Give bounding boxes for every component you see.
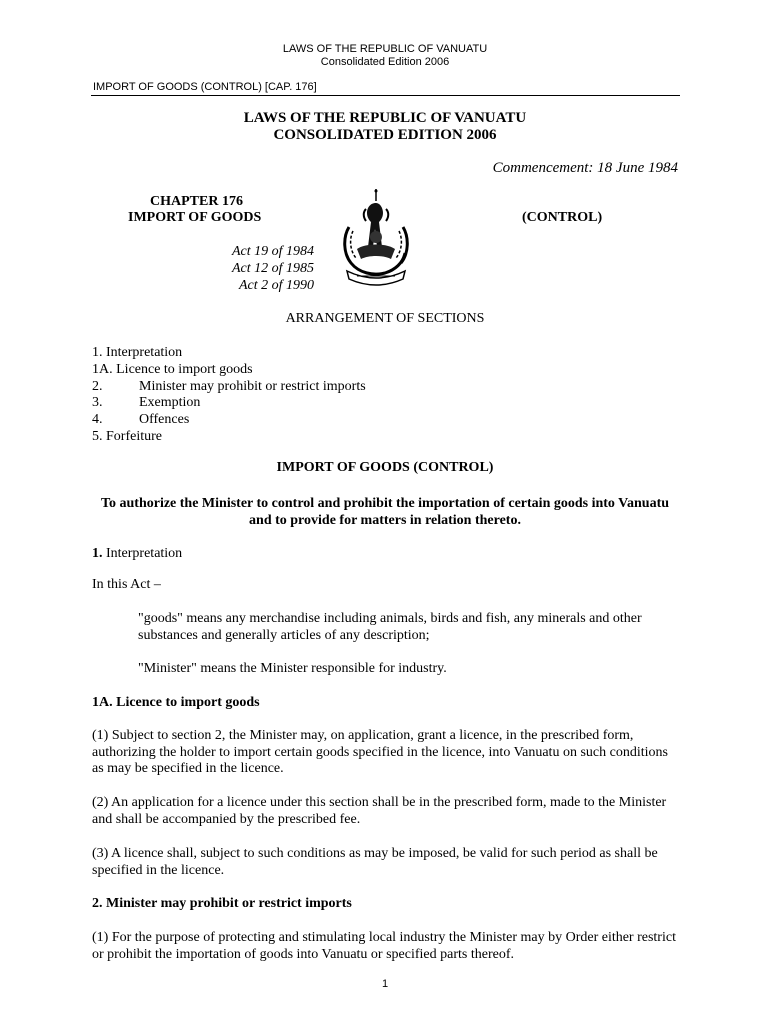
act-reference: Act 12 of 1985 xyxy=(231,261,314,276)
definition-minister: "Minister" means the Minister responsible for industry. xyxy=(138,661,447,676)
section-1a-paragraph-2: (2) An application for a licence under this section shall be in the prescribed form, made to the Minister and shall be accompanied by the prescribed fee. xyxy=(92,795,667,827)
section-1-title: Interpretation xyxy=(106,546,183,561)
toc-number: 2. xyxy=(92,378,103,394)
header-line-1: LAWS OF THE REPUBLIC OF VANUATU xyxy=(282,43,488,55)
document-title-line-2: CONSOLIDATED EDITION 2006 xyxy=(273,127,497,143)
act-reference: Act 2 of 1990 xyxy=(238,278,314,293)
toc-number: 1A. xyxy=(92,361,117,377)
toc-number: 3. xyxy=(92,395,103,411)
toc-title: Licence to import goods xyxy=(116,361,253,377)
toc-title: Exemption xyxy=(139,395,201,411)
act-title: IMPORT OF GOODS (CONTROL) xyxy=(276,460,494,475)
toc-item[interactable] xyxy=(92,429,366,446)
toc-item[interactable] xyxy=(92,395,366,412)
table-of-contents xyxy=(92,345,366,446)
section-2-paragraph-1: (1) For the purpose of protecting and stimulating local industry the Minister may by Order either restrict or prohibit the importation of goods into Vanuatu or specified parts thereof. xyxy=(92,930,676,962)
toc-item[interactable] xyxy=(92,379,366,396)
chapter-number: CHAPTER 176 xyxy=(150,194,243,209)
toc-number: 5. xyxy=(92,428,106,444)
toc-item[interactable] xyxy=(92,345,366,362)
document-title-line-1: LAWS OF THE REPUBLIC OF VANUATU xyxy=(243,110,527,126)
act-purpose: To authorize the Minister to control and prohibit the importation of certain goods into Vanuatu and to provide for matters in relation thereto. xyxy=(100,496,670,528)
toc-title: Interpretation xyxy=(106,345,183,360)
header-rule xyxy=(91,95,680,96)
page-number: 1 xyxy=(381,978,389,990)
section-2-heading: 2. Minister may prohibit or restrict imports xyxy=(92,896,352,911)
section-1a-paragraph-1: (1) Subject to section 2, the Minister may, on application, grant a licence, in the prescribed form, authorizing the holder to import certain goods specified in the licence, into Vanuatu on such conditions as may be specified in the licence. xyxy=(92,728,668,777)
chapter-name: IMPORT OF GOODS xyxy=(128,210,262,225)
section-1-number: 1. xyxy=(92,546,103,561)
toc-title: Offences xyxy=(139,412,190,428)
toc-number: 4. xyxy=(92,412,103,428)
chapter-suffix: (CONTROL) xyxy=(522,210,603,225)
toc-number: 1. xyxy=(92,345,106,360)
toc-item[interactable] xyxy=(92,362,366,379)
section-1-heading xyxy=(92,546,678,563)
section-1a-paragraph-3: (3) A licence shall, subject to such conditions as may be imposed, be valid for such period as shall be specified in the licence. xyxy=(92,846,658,878)
section-1-intro: In this Act – xyxy=(92,577,161,592)
vanuatu-coat-of-arms-icon xyxy=(335,187,417,287)
act-reference: Act 19 of 1984 xyxy=(231,244,314,259)
arrangement-heading: ARRANGEMENT OF SECTIONS xyxy=(285,311,485,326)
toc-item[interactable] xyxy=(92,412,366,429)
definition-goods: "goods" means any merchandise including animals, birds and fish, any minerals and other substances and generally articles of any description; xyxy=(138,611,642,643)
running-head: IMPORT OF GOODS (CONTROL) [CAP. 176] xyxy=(93,81,317,93)
toc-title: Forfeiture xyxy=(106,428,162,444)
section-1a-heading: 1A. Licence to import goods xyxy=(92,695,260,710)
header-line-2: Consolidated Edition 2006 xyxy=(320,56,450,68)
toc-title: Minister may prohibit or restrict imports xyxy=(139,378,366,394)
commencement-date: Commencement: 18 June 1984 xyxy=(492,160,678,176)
